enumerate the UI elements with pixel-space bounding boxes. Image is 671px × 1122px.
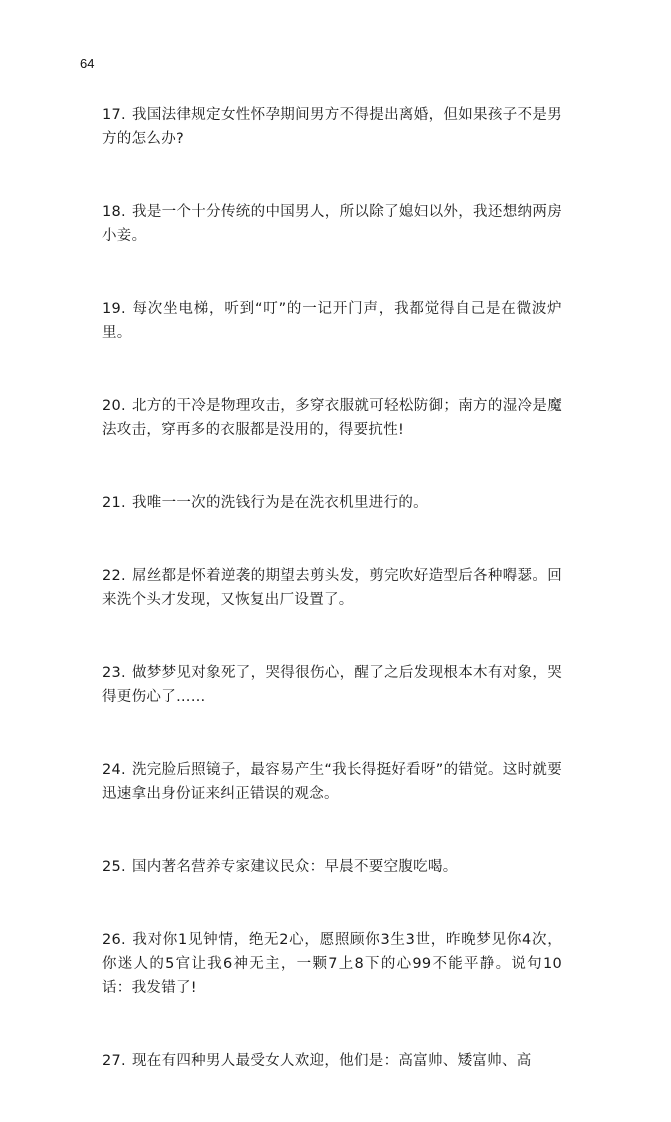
joke-item <box>102 661 562 709</box>
page-number: 64 <box>80 56 95 71</box>
joke-number: 26. <box>102 932 126 948</box>
joke-item <box>102 297 562 345</box>
joke-item <box>102 855 562 879</box>
joke-number: 18. <box>102 204 126 220</box>
joke-text: 北方的干冷是物理攻击，多穿衣服就可轻松防御；南方的湿冷是魔法攻击，穿再多的衣服都是没用的，得要抗性! <box>102 398 562 438</box>
joke-text: 我唯一一次的洗钱行为是在洗衣机里进行的。 <box>131 495 428 511</box>
joke-text: 我是一个十分传统的中国男人，所以除了媳妇以外，我还想纳两房小妾。 <box>102 204 562 244</box>
joke-number: 20. <box>102 398 126 414</box>
joke-number: 17. <box>102 107 126 123</box>
joke-text: 每次坐电梯，听到“叮”的一记开门声，我都觉得自己是在微波炉里。 <box>102 301 562 341</box>
joke-list <box>102 103 562 1122</box>
joke-text: 做梦梦见对象死了，哭得很伤心，醒了之后发现根本木有对象，哭得更伤心了…… <box>102 665 562 705</box>
joke-item <box>102 200 562 248</box>
joke-text: 我国法律规定女性怀孕期间男方不得提出离婚，但如果孩子不是男方的怎么办? <box>102 107 562 147</box>
joke-item <box>102 491 562 515</box>
joke-number: 25. <box>102 859 126 875</box>
joke-item <box>102 1049 562 1073</box>
joke-number: 21. <box>102 495 126 511</box>
joke-text: 我对你1见钟情，绝无2心，愿照顾你3生3世，昨晚梦见你4次，你迷人的5官让我6神无主，一颗7上8下的心99不能平静。说句10话：我发错了! <box>102 932 562 996</box>
joke-number: 24. <box>102 762 126 778</box>
joke-text: 洗完脸后照镜子，最容易产生“我长得挺好看呀”的错觉。这时就要迅速拿出身份证来纠正错误的观念。 <box>102 762 562 802</box>
joke-text: 国内著名营养专家建议民众：早晨不要空腹吃喝。 <box>131 859 458 875</box>
joke-number: 19. <box>102 301 126 317</box>
joke-text: 屌丝都是怀着逆袭的期望去剪头发，剪完吹好造型后各种嘚瑟。回来洗个头才发现，又恢复出厂设置了。 <box>102 568 562 608</box>
joke-item <box>102 394 562 442</box>
joke-item <box>102 103 562 151</box>
joke-number: 23. <box>102 665 126 681</box>
joke-item <box>102 928 562 1000</box>
joke-text: 现在有四种男人最受女人欢迎，他们是：高富帅、矮富帅、高 <box>131 1053 532 1069</box>
joke-item <box>102 564 562 612</box>
joke-number: 22. <box>102 568 126 584</box>
joke-item <box>102 758 562 806</box>
joke-number: 27. <box>102 1053 126 1069</box>
